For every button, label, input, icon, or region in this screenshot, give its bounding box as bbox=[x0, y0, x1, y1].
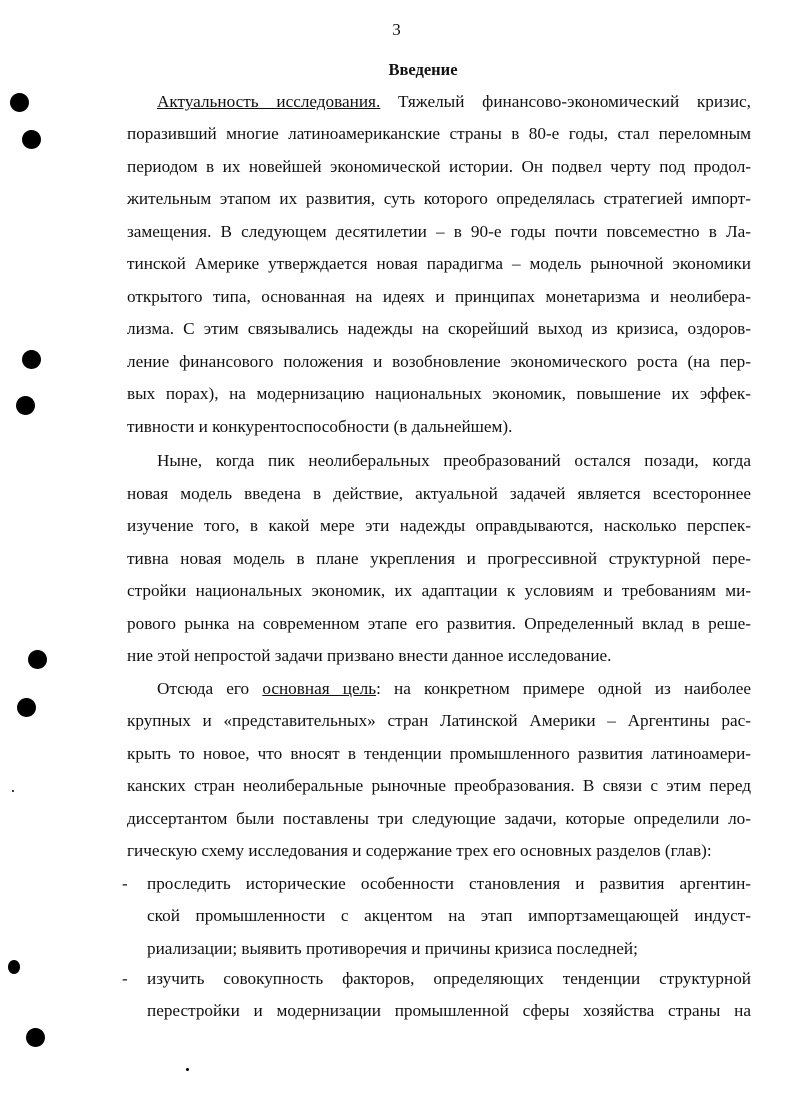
punch-hole bbox=[16, 396, 35, 415]
paragraph-line: диссертантом были поставлены три следующие задачи, которые определили ло- bbox=[127, 809, 751, 828]
punch-hole bbox=[28, 650, 47, 669]
paragraph-line: периодом в их новейшей экономической истории. Он подвел черту под продол- bbox=[127, 157, 751, 176]
paragraph-line: крупных и «представительных» стран Латинской Америки – Аргентины рас- bbox=[127, 711, 751, 730]
paragraph-line bbox=[157, 92, 751, 112]
paragraph-line: изучение того, в какой мере эти надежды оправдываются, насколько перспек- bbox=[127, 516, 751, 535]
list-item-line: проследить исторические особенности становления и развития аргентин- bbox=[147, 874, 751, 893]
paragraph-text: Отсюда его bbox=[157, 679, 263, 698]
punch-hole bbox=[8, 960, 20, 974]
paragraph-line: рового рынка на современном этапе его развития. Определенный вклад в реше- bbox=[127, 614, 751, 633]
paragraph-line: ние этой непростой задачи призвано внести данное исследование. bbox=[127, 646, 612, 665]
punch-hole bbox=[17, 698, 36, 717]
paragraph-text: Тяжелый финансово-экономический кризис, bbox=[380, 92, 751, 111]
list-bullet: - bbox=[122, 969, 128, 988]
paragraph-line: вых порах), на модернизацию национальных экономик, повышение их эффек- bbox=[127, 384, 751, 403]
paragraph-line: замещения. В следующем десятилетии – в 90-е годы почти повсеместно в Ла- bbox=[127, 222, 751, 241]
section-heading-relevance: Актуальность исследования. bbox=[157, 92, 381, 111]
paragraph-line: тинской Америке утверждается новая парадигма – модель рыночной экономики bbox=[127, 254, 751, 273]
paragraph-line bbox=[157, 679, 751, 699]
paragraph-line: тивна новая модель в плане укрепления и прогрессивной структурной пере- bbox=[127, 549, 751, 568]
list-item-line: изучить совокупность факторов, определяющих тенденции структурной bbox=[147, 969, 751, 988]
list-item-line: ской промышленности с акцентом на этап импортзамещающей индуст- bbox=[147, 906, 751, 925]
page-title: Введение bbox=[388, 60, 458, 79]
scan-speck bbox=[12, 790, 14, 792]
punch-hole bbox=[10, 93, 29, 112]
punch-hole bbox=[26, 1028, 45, 1047]
paragraph-line: гическую схему исследования и содержание трех его основных разделов (глав): bbox=[127, 841, 712, 860]
paragraph-line: канских стран неолиберальные рыночные преобразования. В связи с этим перед bbox=[127, 776, 751, 795]
main-goal-term: основная цель bbox=[262, 679, 377, 698]
paragraph-line: жительным этапом их развития, суть которого определялась стратегией импорт- bbox=[127, 189, 751, 208]
punch-hole bbox=[22, 350, 41, 369]
scan-speck bbox=[186, 1068, 189, 1071]
list-item-line: перестройки и модернизации промышленной сферы хозяйства страны на bbox=[147, 1001, 751, 1020]
paragraph-line: новая модель введена в действие, актуальной задачей является всестороннее bbox=[127, 484, 751, 503]
paragraph-line: лизма. С этим связывались надежды на скорейший выход из кризиса, оздоров- bbox=[127, 319, 751, 338]
paragraph-line: тивности и конкурентоспособности (в дальнейшем). bbox=[127, 417, 513, 436]
paragraph-line: стройки национальных экономик, их адаптации к условиям и требованиям ми- bbox=[127, 581, 751, 600]
paragraph-line: поразивший многие латиноамериканские страны в 80-е годы, стал переломным bbox=[127, 124, 751, 143]
paragraph-line: открытого типа, основанная на идеях и принципах монетаризма и неолибера- bbox=[127, 287, 751, 306]
punch-hole bbox=[22, 130, 41, 149]
paragraph-line: ление финансового положения и возобновление экономического роста (на пер- bbox=[127, 352, 751, 371]
paragraph-line: крыть то новое, что вносят в тенденции промышленного развития латиноамери- bbox=[127, 744, 751, 763]
list-bullet: - bbox=[122, 874, 128, 893]
paragraph-line: Ныне, когда пик неолиберальных преобразований остался позади, когда bbox=[157, 451, 751, 470]
list-item-line: риализации; выявить противоречия и причины кризиса последней; bbox=[147, 939, 638, 958]
paragraph-text: : на конкретном примере одной из наиболее bbox=[376, 679, 751, 698]
page-number: 3 bbox=[392, 20, 401, 39]
